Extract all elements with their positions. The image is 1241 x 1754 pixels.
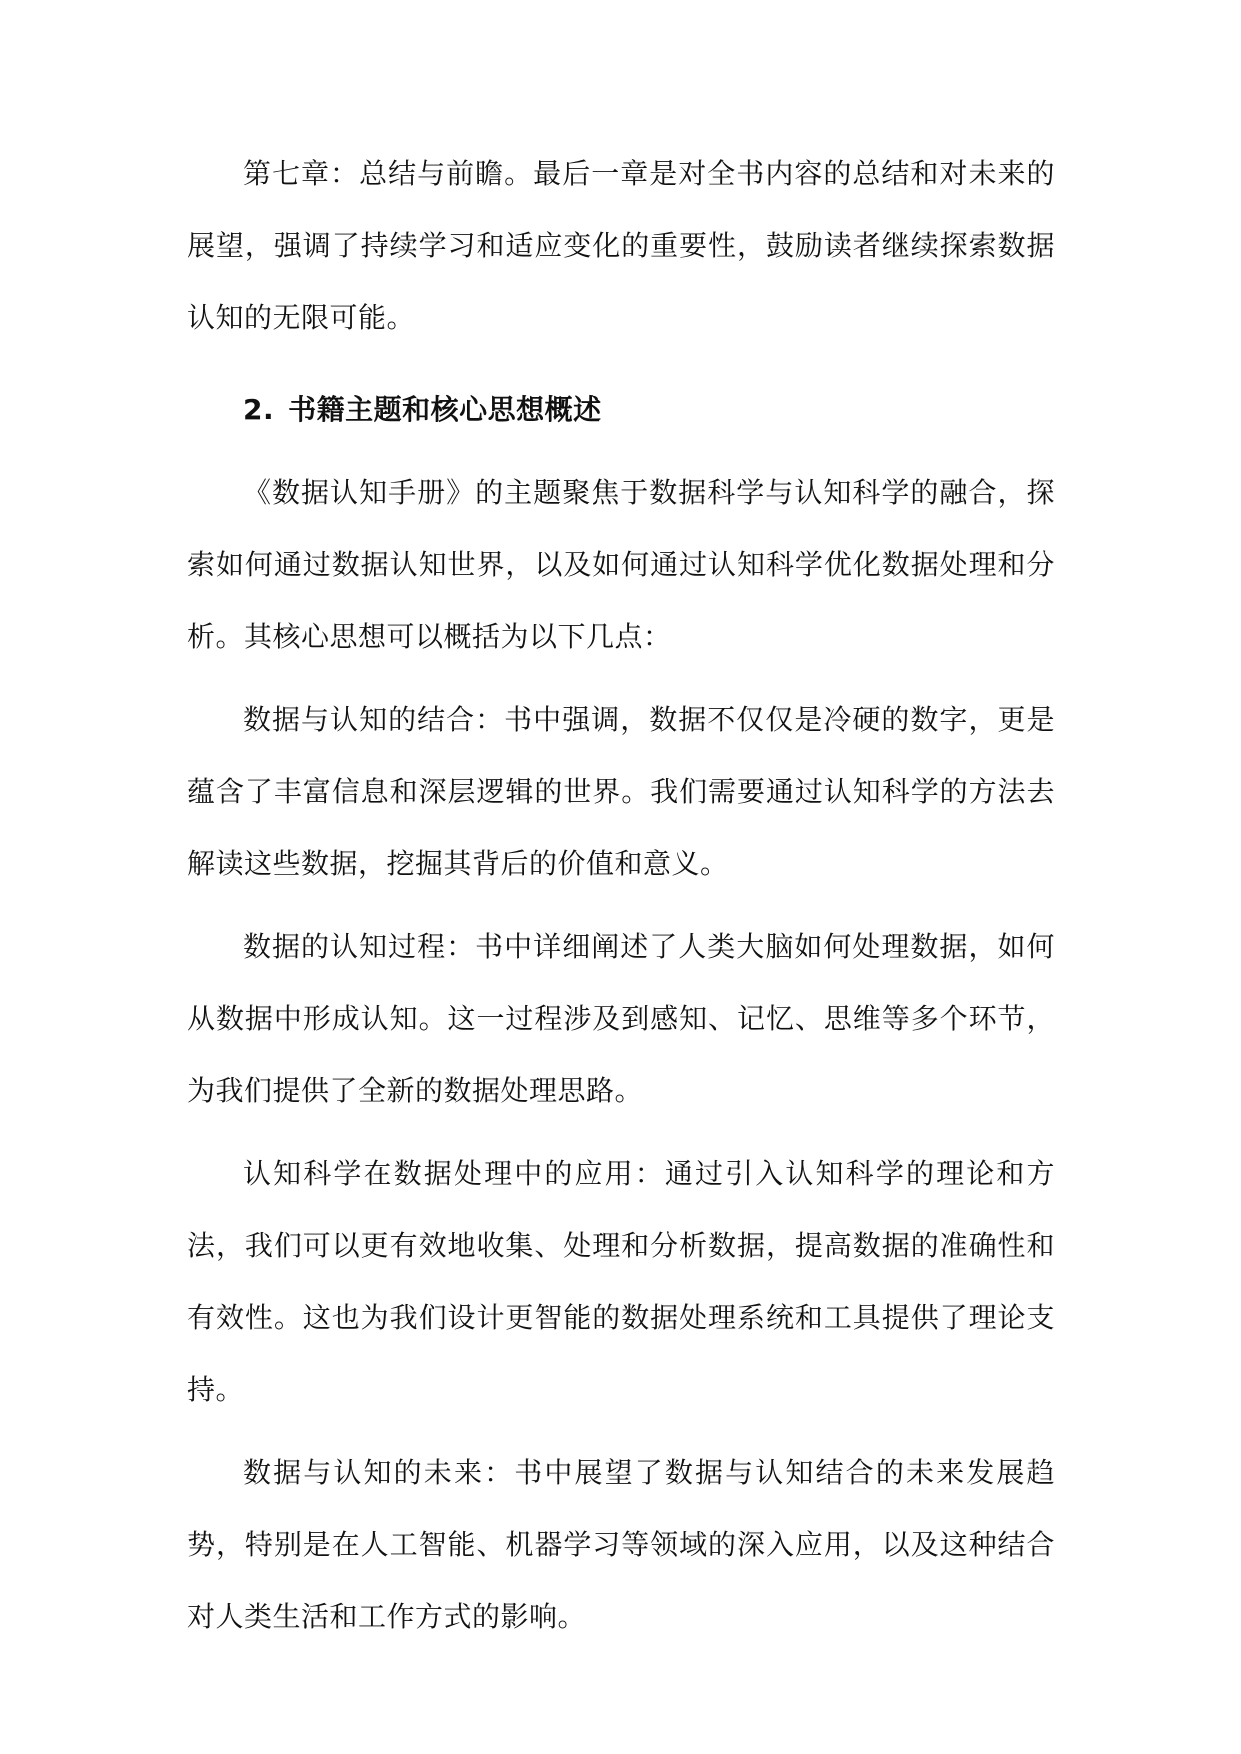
section-number: 2. bbox=[243, 393, 275, 426]
paragraph-future: 数据与认知的未来：书中展望了数据与认知结合的未来发展趋势，特别是在人工智能、机器学习等领域的深入应用，以及这种结合对人类生活和工作方式的影响。 bbox=[187, 1456, 1055, 1633]
paragraph-theme-intro: 《数据认知手册》的主题聚焦于数据科学与认知科学的融合，探索如何通过数据认知世界，以及如何通过认知科学优化数据处理和分析。其核心思想可以概括为以下几点： bbox=[187, 476, 1055, 653]
paragraph-cognition-process: 数据的认知过程：书中详细阐述了人类大脑如何处理数据，如何从数据中形成认知。这一过程涉及到感知、记忆、思维等多个环节，为我们提供了全新的数据处理思路。 bbox=[187, 930, 1055, 1107]
section-title: 书籍主题和核心思想概述 bbox=[288, 393, 602, 426]
paragraph-cognitive-science-application: 认知科学在数据处理中的应用：通过引入认知科学的理论和方法，我们可以更有效地收集、处理和分析数据，提高数据的准确性和有效性。这也为我们设计更智能的数据处理系统和工具提供了理论支持。 bbox=[187, 1157, 1055, 1406]
section-heading bbox=[187, 374, 1055, 446]
paragraph-chapter-seven: 第七章：总结与前瞻。最后一章是对全书内容的总结和对未来的展望，强调了持续学习和适应变化的重要性，鼓励读者继续探索数据认知的无限可能。 bbox=[187, 157, 1055, 334]
page-content bbox=[187, 138, 1055, 1664]
paragraph-data-cognition-combination: 数据与认知的结合：书中强调，数据不仅仅是冷硬的数字，更是蕴含了丰富信息和深层逻辑的世界。我们需要通过认知科学的方法去解读这些数据，挖掘其背后的价值和意义。 bbox=[187, 703, 1055, 880]
